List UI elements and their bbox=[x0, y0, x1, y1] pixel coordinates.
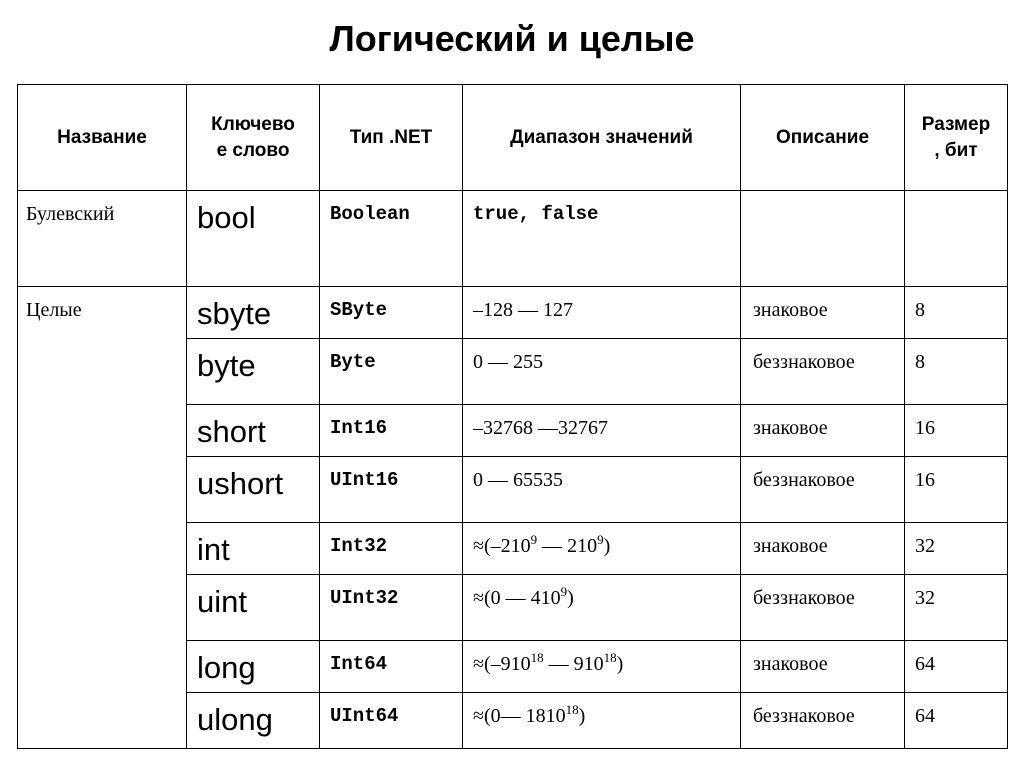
table-row bbox=[18, 287, 1008, 339]
cell-size: 64 bbox=[905, 693, 1008, 749]
cell-range: 0 — 255 bbox=[463, 339, 741, 405]
cell-size: 8 bbox=[905, 287, 1008, 339]
cell-description: знаковое bbox=[741, 523, 905, 575]
cell-size: 32 bbox=[905, 523, 1008, 575]
cell-keyword: byte bbox=[187, 339, 320, 405]
cell-description: знаковое bbox=[741, 641, 905, 693]
cell-size: 8 bbox=[905, 339, 1008, 405]
cell-size: 16 bbox=[905, 457, 1008, 523]
cell-keyword: sbyte bbox=[187, 287, 320, 339]
cell-range: $\approx(-910^{18}$ — $910^{18}$) bbox=[463, 641, 741, 693]
cell-keyword: short bbox=[187, 405, 320, 457]
cell-name: Булевский bbox=[18, 191, 187, 287]
cell-net-type: UInt16 bbox=[320, 457, 463, 523]
cell-description: знаковое bbox=[741, 287, 905, 339]
types-table bbox=[17, 84, 1008, 749]
cell-net-type: Int32 bbox=[320, 523, 463, 575]
cell-net-type: UInt64 bbox=[320, 693, 463, 749]
cell-net-type: Boolean bbox=[320, 191, 463, 287]
header-keyword: Ключево е слово bbox=[187, 85, 320, 191]
cell-range: $\approx(-210^9$ — $210^9$) bbox=[463, 523, 741, 575]
cell-keyword: bool bbox=[187, 191, 320, 287]
table-header-row bbox=[18, 85, 1008, 191]
cell-keyword: int bbox=[187, 523, 320, 575]
cell-size bbox=[905, 191, 1008, 287]
cell-size: 64 bbox=[905, 641, 1008, 693]
cell-range: –32768 —32767 bbox=[463, 405, 741, 457]
cell-keyword: ushort bbox=[187, 457, 320, 523]
cell-net-type: UInt32 bbox=[320, 575, 463, 641]
cell-size: 32 bbox=[905, 575, 1008, 641]
cell-range: 0 — 65535 bbox=[463, 457, 741, 523]
cell-range: ≈(0 — $410^9$) bbox=[463, 575, 741, 641]
cell-group-name: Целые bbox=[18, 287, 187, 749]
cell-description: знаковое bbox=[741, 405, 905, 457]
cell-net-type: Byte bbox=[320, 339, 463, 405]
cell-range: ≈(0— 1810$^{18}$) bbox=[463, 693, 741, 749]
header-range: Диапазон значений bbox=[463, 85, 741, 191]
table-row-bool bbox=[18, 191, 1008, 287]
cell-description bbox=[741, 191, 905, 287]
header-size: Размер , бит bbox=[905, 85, 1008, 191]
header-net-type: Тип .NET bbox=[320, 85, 463, 191]
cell-size: 16 bbox=[905, 405, 1008, 457]
cell-net-type: SByte bbox=[320, 287, 463, 339]
cell-net-type: Int64 bbox=[320, 641, 463, 693]
page-title: Логический и целые bbox=[329, 18, 695, 59]
cell-keyword: ulong bbox=[187, 693, 320, 749]
cell-description: беззнаковое bbox=[741, 339, 905, 405]
header-name: Название bbox=[18, 85, 187, 191]
cell-description: беззнаковое bbox=[741, 575, 905, 641]
cell-keyword: uint bbox=[187, 575, 320, 641]
cell-net-type: Int16 bbox=[320, 405, 463, 457]
cell-range: true, false bbox=[463, 191, 741, 287]
header-description: Описание bbox=[741, 85, 905, 191]
cell-keyword: long bbox=[187, 641, 320, 693]
cell-range: –128 — 127 bbox=[463, 287, 741, 339]
cell-description: беззнаковое bbox=[741, 457, 905, 523]
cell-description: беззнаковое bbox=[741, 693, 905, 749]
